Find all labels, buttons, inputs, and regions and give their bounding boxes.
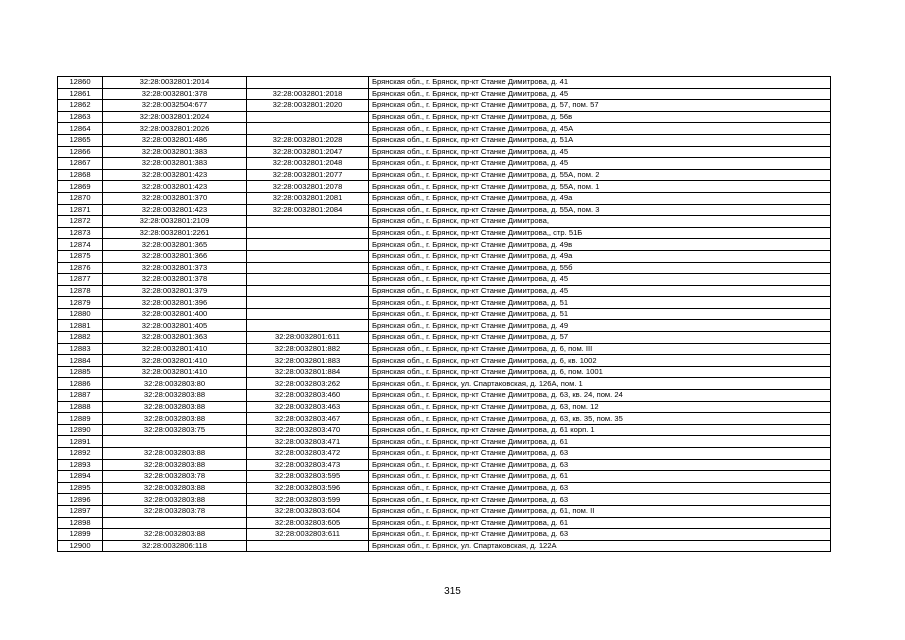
related-cadastral-number-cell: 32:28:0032801:611 [247, 332, 369, 344]
row-number-cell: 12867 [58, 158, 103, 170]
cadastral-number-cell: 32:28:0032504:677 [103, 100, 247, 112]
table-row [58, 471, 831, 483]
table-row [58, 343, 831, 355]
address-cell: Брянская обл., г. Брянск, пр-кт Станке Димитрова,, стр. 51Б [369, 227, 831, 239]
related-cadastral-number-cell: 32:28:0032803:470 [247, 424, 369, 436]
table-row [58, 216, 831, 228]
address-cell: Брянская обл., г. Брянск, пр-кт Станке Димитрова, д. 56в [369, 111, 831, 123]
cadastral-number-cell: 32:28:0032801:410 [103, 355, 247, 367]
related-cadastral-number-cell [247, 111, 369, 123]
cadastral-number-cell: 32:28:0032801:2026 [103, 123, 247, 135]
related-cadastral-number-cell [247, 123, 369, 135]
cadastral-number-cell: 32:28:0032803:88 [103, 390, 247, 402]
table-row [58, 459, 831, 471]
cadastral-number-cell: 32:28:0032801:423 [103, 204, 247, 216]
cadastral-number-cell [103, 517, 247, 529]
related-cadastral-number-cell: 32:28:0032801:882 [247, 343, 369, 355]
table-row [58, 366, 831, 378]
related-cadastral-number-cell [247, 308, 369, 320]
table-row [58, 529, 831, 541]
table-row [58, 448, 831, 460]
cadastral-number-cell: 32:28:0032801:363 [103, 332, 247, 344]
cadastral-number-cell: 32:28:0032801:378 [103, 274, 247, 286]
table-row [58, 436, 831, 448]
related-cadastral-number-cell: 32:28:0032803:471 [247, 436, 369, 448]
related-cadastral-number-cell: 32:28:0032801:2028 [247, 134, 369, 146]
row-number-cell: 12878 [58, 285, 103, 297]
table-row [58, 505, 831, 517]
related-cadastral-number-cell [247, 239, 369, 251]
row-number-cell: 12897 [58, 505, 103, 517]
cadastral-number-cell: 32:28:0032801:410 [103, 343, 247, 355]
cadastral-number-cell: 32:28:0032801:410 [103, 366, 247, 378]
address-cell: Брянская обл., г. Брянск, пр-кт Станке Димитрова, д. 45 [369, 285, 831, 297]
address-cell: Брянская обл., г. Брянск, пр-кт Станке Димитрова, д. 57 [369, 332, 831, 344]
row-number-cell: 12876 [58, 262, 103, 274]
address-cell: Брянская обл., г. Брянск, пр-кт Станке Димитрова, д. 51 [369, 308, 831, 320]
cadastral-number-cell: 32:28:0032801:2024 [103, 111, 247, 123]
row-number-cell: 12872 [58, 216, 103, 228]
cadastral-number-cell: 32:28:0032803:78 [103, 505, 247, 517]
address-cell: Брянская обл., г. Брянск, пр-кт Станке Димитрова, д. 63 [369, 448, 831, 460]
table-row [58, 239, 831, 251]
related-cadastral-number-cell: 32:28:0032801:2081 [247, 192, 369, 204]
table-row [58, 297, 831, 309]
table-row [58, 540, 831, 552]
address-cell: Брянская обл., г. Брянск, пр-кт Станке Димитрова, [369, 216, 831, 228]
row-number-cell: 12887 [58, 390, 103, 402]
row-number-cell: 12863 [58, 111, 103, 123]
row-number-cell: 12888 [58, 401, 103, 413]
related-cadastral-number-cell: 32:28:0032801:884 [247, 366, 369, 378]
cadastral-number-cell [103, 436, 247, 448]
related-cadastral-number-cell: 32:28:0032801:2018 [247, 88, 369, 100]
address-cell: Брянская обл., г. Брянск, пр-кт Станке Димитрова, д. 6, пом. III [369, 343, 831, 355]
address-cell: Брянская обл., г. Брянск, пр-кт Станке Димитрова, д. 6, пом. 1001 [369, 366, 831, 378]
row-number-cell: 12871 [58, 204, 103, 216]
related-cadastral-number-cell: 32:28:0032803:463 [247, 401, 369, 413]
address-cell: Брянская обл., г. Брянск, пр-кт Станке Димитрова, д. 49в [369, 239, 831, 251]
table-row [58, 204, 831, 216]
related-cadastral-number-cell [247, 320, 369, 332]
cadastral-number-cell: 32:28:0032801:486 [103, 134, 247, 146]
table-row [58, 134, 831, 146]
address-cell: Брянская обл., г. Брянск, пр-кт Станке Димитрова, д. 61 корп. 1 [369, 424, 831, 436]
related-cadastral-number-cell: 32:28:0032803:595 [247, 471, 369, 483]
related-cadastral-number-cell [247, 540, 369, 552]
cadastral-number-cell: 32:28:0032801:423 [103, 169, 247, 181]
table-row [58, 401, 831, 413]
table-row [58, 274, 831, 286]
cadastral-number-cell: 32:28:0032801:2261 [103, 227, 247, 239]
table-row [58, 285, 831, 297]
cadastral-number-cell: 32:28:0032803:88 [103, 529, 247, 541]
table-row [58, 250, 831, 262]
related-cadastral-number-cell [247, 285, 369, 297]
row-number-cell: 12891 [58, 436, 103, 448]
row-number-cell: 12899 [58, 529, 103, 541]
row-number-cell: 12900 [58, 540, 103, 552]
row-number-cell: 12881 [58, 320, 103, 332]
row-number-cell: 12864 [58, 123, 103, 135]
table-row [58, 111, 831, 123]
address-cell: Брянская обл., г. Брянск, пр-кт Станке Димитрова, д. 55А, пом. 2 [369, 169, 831, 181]
cadastral-number-cell: 32:28:0032801:423 [103, 181, 247, 193]
address-cell: Брянская обл., г. Брянск, пр-кт Станке Димитрова, д. 63 [369, 494, 831, 506]
table-row [58, 320, 831, 332]
table-row [58, 355, 831, 367]
table-row [58, 100, 831, 112]
address-cell: Брянская обл., г. Брянск, пр-кт Станке Димитрова, д. 63 [369, 482, 831, 494]
address-cell: Брянская обл., г. Брянск, пр-кт Станке Димитрова, д. 45 [369, 146, 831, 158]
related-cadastral-number-cell: 32:28:0032801:2078 [247, 181, 369, 193]
row-number-cell: 12898 [58, 517, 103, 529]
cadastral-number-cell: 32:28:0032801:2109 [103, 216, 247, 228]
row-number-cell: 12865 [58, 134, 103, 146]
address-cell: Брянская обл., г. Брянск, пр-кт Станке Димитрова, д. 41 [369, 77, 831, 89]
cadastral-number-cell: 32:28:0032801:378 [103, 88, 247, 100]
related-cadastral-number-cell: 32:28:0032801:883 [247, 355, 369, 367]
cadastral-number-cell: 32:28:0032801:366 [103, 250, 247, 262]
row-number-cell: 12895 [58, 482, 103, 494]
address-cell: Брянская обл., г. Брянск, пр-кт Станке Димитрова, д. 6, кв. 1002 [369, 355, 831, 367]
row-number-cell: 12889 [58, 413, 103, 425]
row-number-cell: 12886 [58, 378, 103, 390]
address-cell: Брянская обл., г. Брянск, пр-кт Станке Димитрова, д. 61, пом. II [369, 505, 831, 517]
related-cadastral-number-cell: 32:28:0032803:473 [247, 459, 369, 471]
cadastral-number-cell: 32:28:0032801:383 [103, 158, 247, 170]
table-row [58, 169, 831, 181]
cadastral-number-cell: 32:28:0032803:88 [103, 494, 247, 506]
address-cell: Брянская обл., г. Брянск, пр-кт Станке Димитрова, д. 63 [369, 529, 831, 541]
cadastral-number-cell: 32:28:0032801:383 [103, 146, 247, 158]
related-cadastral-number-cell: 32:28:0032801:2077 [247, 169, 369, 181]
row-number-cell: 12893 [58, 459, 103, 471]
cadastral-number-cell: 32:28:0032801:379 [103, 285, 247, 297]
cadastral-number-cell: 32:28:0032803:88 [103, 448, 247, 460]
related-cadastral-number-cell: 32:28:0032803:596 [247, 482, 369, 494]
address-cell: Брянская обл., г. Брянск, пр-кт Станке Димитрова, д. 51А [369, 134, 831, 146]
related-cadastral-number-cell: 32:28:0032801:2020 [247, 100, 369, 112]
table-row [58, 192, 831, 204]
row-number-cell: 12869 [58, 181, 103, 193]
address-cell: Брянская обл., г. Брянск, пр-кт Станке Димитрова, д. 57, пом. 57 [369, 100, 831, 112]
row-number-cell: 12879 [58, 297, 103, 309]
cadastral-number-cell: 32:28:0032801:405 [103, 320, 247, 332]
related-cadastral-number-cell [247, 274, 369, 286]
table-row [58, 77, 831, 89]
address-cell: Брянская обл., г. Брянск, пр-кт Станке Димитрова, д. 55А, пом. 3 [369, 204, 831, 216]
table-row [58, 262, 831, 274]
address-cell: Брянская обл., г. Брянск, пр-кт Станке Димитрова, д. 63 [369, 459, 831, 471]
address-cell: Брянская обл., г. Брянск, ул. Спартаковская, д. 122А [369, 540, 831, 552]
table-row [58, 378, 831, 390]
related-cadastral-number-cell: 32:28:0032803:460 [247, 390, 369, 402]
row-number-cell: 12882 [58, 332, 103, 344]
address-cell: Брянская обл., г. Брянск, пр-кт Станке Димитрова, д. 63, кв. 24, пом. 24 [369, 390, 831, 402]
address-cell: Брянская обл., г. Брянск, ул. Спартаковская, д. 126А, пом. 1 [369, 378, 831, 390]
row-number-cell: 12861 [58, 88, 103, 100]
table-row [58, 413, 831, 425]
table-row [58, 88, 831, 100]
cadastral-number-cell: 32:28:0032801:365 [103, 239, 247, 251]
row-number-cell: 12890 [58, 424, 103, 436]
address-cell: Брянская обл., г. Брянск, пр-кт Станке Димитрова, д. 63, кв. 35, пом. 35 [369, 413, 831, 425]
address-cell: Брянская обл., г. Брянск, пр-кт Станке Димитрова, д. 45 [369, 158, 831, 170]
table-row [58, 482, 831, 494]
row-number-cell: 12862 [58, 100, 103, 112]
row-number-cell: 12873 [58, 227, 103, 239]
related-cadastral-number-cell [247, 216, 369, 228]
address-cell: Брянская обл., г. Брянск, пр-кт Станке Димитрова, д. 63, пом. 12 [369, 401, 831, 413]
related-cadastral-number-cell: 32:28:0032803:605 [247, 517, 369, 529]
registry-table-body [58, 77, 831, 552]
cadastral-number-cell: 32:28:0032803:88 [103, 482, 247, 494]
cadastral-number-cell: 32:28:0032803:88 [103, 413, 247, 425]
cadastral-number-cell: 32:28:0032801:373 [103, 262, 247, 274]
address-cell: Брянская обл., г. Брянск, пр-кт Станке Димитрова, д. 55А, пом. 1 [369, 181, 831, 193]
table-row [58, 494, 831, 506]
related-cadastral-number-cell: 32:28:0032801:2047 [247, 146, 369, 158]
row-number-cell: 12875 [58, 250, 103, 262]
row-number-cell: 12866 [58, 146, 103, 158]
row-number-cell: 12870 [58, 192, 103, 204]
cadastral-number-cell: 32:28:0032806:118 [103, 540, 247, 552]
cadastral-number-cell: 32:28:0032801:2014 [103, 77, 247, 89]
row-number-cell: 12880 [58, 308, 103, 320]
address-cell: Брянская обл., г. Брянск, пр-кт Станке Димитрова, д. 55б [369, 262, 831, 274]
related-cadastral-number-cell: 32:28:0032803:472 [247, 448, 369, 460]
cadastral-number-cell: 32:28:0032801:400 [103, 308, 247, 320]
related-cadastral-number-cell: 32:28:0032803:599 [247, 494, 369, 506]
related-cadastral-number-cell [247, 297, 369, 309]
table-row [58, 424, 831, 436]
cadastral-number-cell: 32:28:0032803:80 [103, 378, 247, 390]
cadastral-number-cell: 32:28:0032801:370 [103, 192, 247, 204]
row-number-cell: 12860 [58, 77, 103, 89]
address-cell: Брянская обл., г. Брянск, пр-кт Станке Димитрова, д. 45 [369, 274, 831, 286]
table-row [58, 517, 831, 529]
table-row [58, 123, 831, 135]
address-cell: Брянская обл., г. Брянск, пр-кт Станке Димитрова, д. 45 [369, 88, 831, 100]
row-number-cell: 12892 [58, 448, 103, 460]
address-cell: Брянская обл., г. Брянск, пр-кт Станке Димитрова, д. 51 [369, 297, 831, 309]
table-row [58, 390, 831, 402]
related-cadastral-number-cell [247, 250, 369, 262]
cadastral-number-cell: 32:28:0032803:78 [103, 471, 247, 483]
table-row [58, 158, 831, 170]
address-cell: Брянская обл., г. Брянск, пр-кт Станке Димитрова, д. 45А [369, 123, 831, 135]
cadastral-number-cell: 32:28:0032803:88 [103, 459, 247, 471]
table-row [58, 181, 831, 193]
related-cadastral-number-cell: 32:28:0032803:604 [247, 505, 369, 517]
related-cadastral-number-cell: 32:28:0032803:467 [247, 413, 369, 425]
row-number-cell: 12868 [58, 169, 103, 181]
related-cadastral-number-cell: 32:28:0032803:611 [247, 529, 369, 541]
table-row [58, 308, 831, 320]
related-cadastral-number-cell: 32:28:0032801:2048 [247, 158, 369, 170]
address-cell: Брянская обл., г. Брянск, пр-кт Станке Димитрова, д. 61 [369, 517, 831, 529]
related-cadastral-number-cell [247, 227, 369, 239]
address-cell: Брянская обл., г. Брянск, пр-кт Станке Димитрова, д. 61 [369, 471, 831, 483]
table-row [58, 146, 831, 158]
table-row [58, 227, 831, 239]
address-cell: Брянская обл., г. Брянск, пр-кт Станке Димитрова, д. 49 [369, 320, 831, 332]
address-cell: Брянская обл., г. Брянск, пр-кт Станке Димитрова, д. 49а [369, 192, 831, 204]
related-cadastral-number-cell [247, 77, 369, 89]
registry-table [57, 76, 831, 552]
row-number-cell: 12874 [58, 239, 103, 251]
related-cadastral-number-cell [247, 262, 369, 274]
table-row [58, 332, 831, 344]
row-number-cell: 12884 [58, 355, 103, 367]
row-number-cell: 12883 [58, 343, 103, 355]
row-number-cell: 12894 [58, 471, 103, 483]
row-number-cell: 12896 [58, 494, 103, 506]
row-number-cell: 12885 [58, 366, 103, 378]
row-number-cell: 12877 [58, 274, 103, 286]
cadastral-number-cell: 32:28:0032801:396 [103, 297, 247, 309]
address-cell: Брянская обл., г. Брянск, пр-кт Станке Димитрова, д. 49а [369, 250, 831, 262]
page-number: 315 [444, 586, 461, 597]
related-cadastral-number-cell: 32:28:0032803:262 [247, 378, 369, 390]
related-cadastral-number-cell: 32:28:0032801:2084 [247, 204, 369, 216]
cadastral-number-cell: 32:28:0032803:75 [103, 424, 247, 436]
cadastral-number-cell: 32:28:0032803:88 [103, 401, 247, 413]
address-cell: Брянская обл., г. Брянск, пр-кт Станке Димитрова, д. 61 [369, 436, 831, 448]
